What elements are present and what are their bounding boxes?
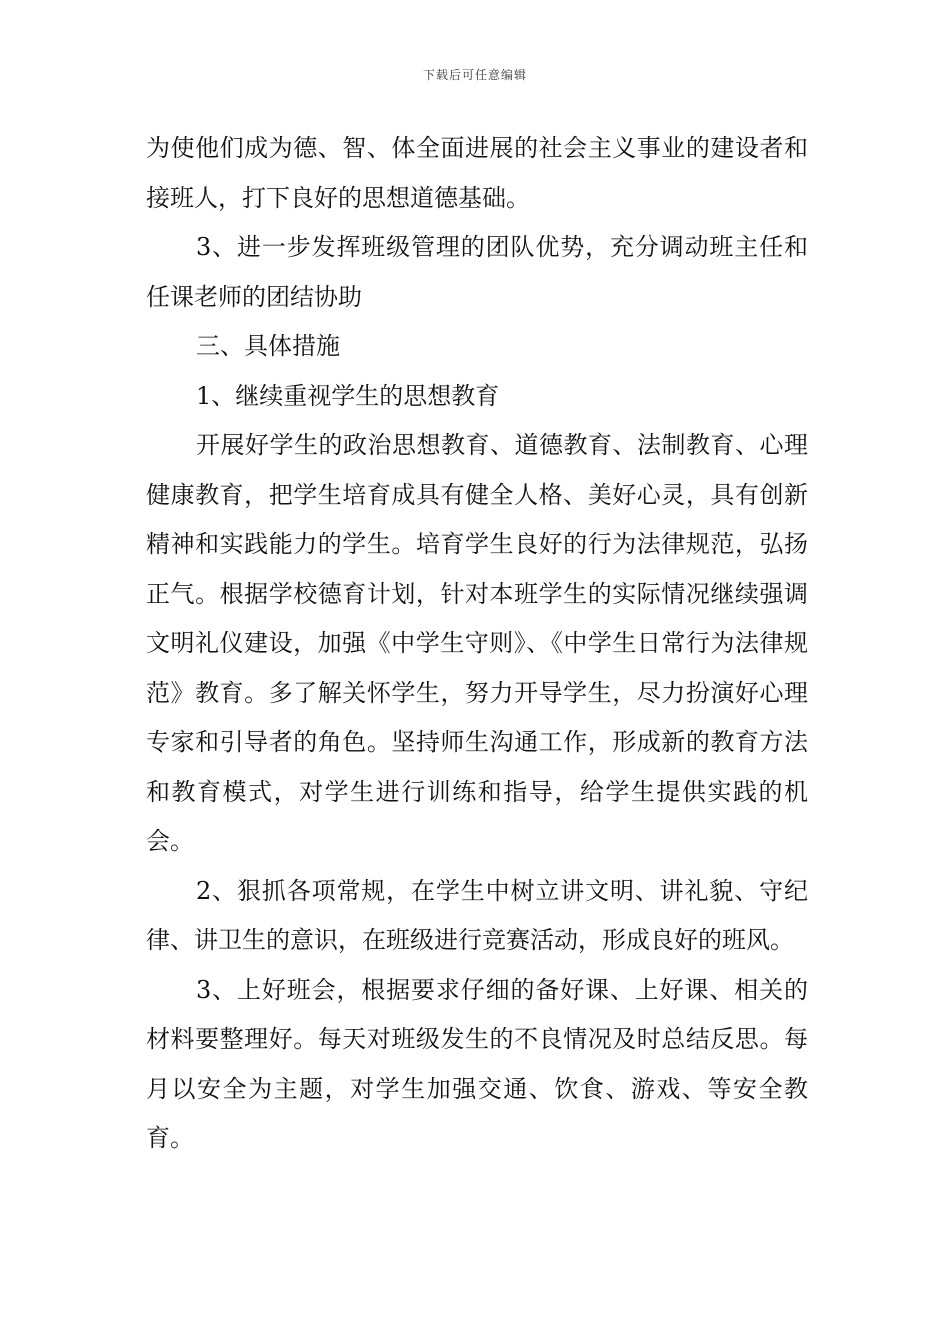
section-heading: 三、具体措施 [196,332,340,360]
document-body [146,124,808,1164]
paragraph-5: 3、上好班会，根据要求仔细的备好课、上好课、相关的材料要整理好。每天对班级发生的不良情况及时总结反思。每月以安全为主题，对学生加强交通、饮食、游戏、等安全教育。 [146,975,808,1152]
subheading-1: 1、继续重视学生的思想教育 [196,381,500,410]
paragraph-3: 开展好学生的政治思想教育、道德教育、法制教育、心理健康教育，把学生培育成具有健全人格、美好心灵，具有创新精神和实践能力的学生。培育学生良好的行为法律规范，弘扬正气。根据学校德育计划，针对本班学生的实际情况继续强调文明礼仪建设，加强《中学生守则》、《中学生日常行为法律规范》教育。多了解关怀学生，努力开导学生，尽力扮演好心理专家和引导者的角色。坚持师生沟通工作，形成新的教育方法和教育模式，对学生进行训练和指导，给学生提供实践的机会。 [146,431,808,855]
paragraph-1: 为使他们成为德、智、体全面进展的社会主义事业的建设者和接班人，打下良好的思想道德基础。 [146,134,808,212]
paragraph-2: 3、进一步发挥班级管理的团队优势，充分调动班主任和任课老师的团结协助 [146,233,808,311]
header-note: 下载后可任意编辑 [422,68,527,82]
paragraph-4: 2、狠抓各项常规，在学生中树立讲文明、讲礼貌、守纪律、讲卫生的意识，在班级进行竞赛活动，形成良好的班风。 [146,876,808,954]
